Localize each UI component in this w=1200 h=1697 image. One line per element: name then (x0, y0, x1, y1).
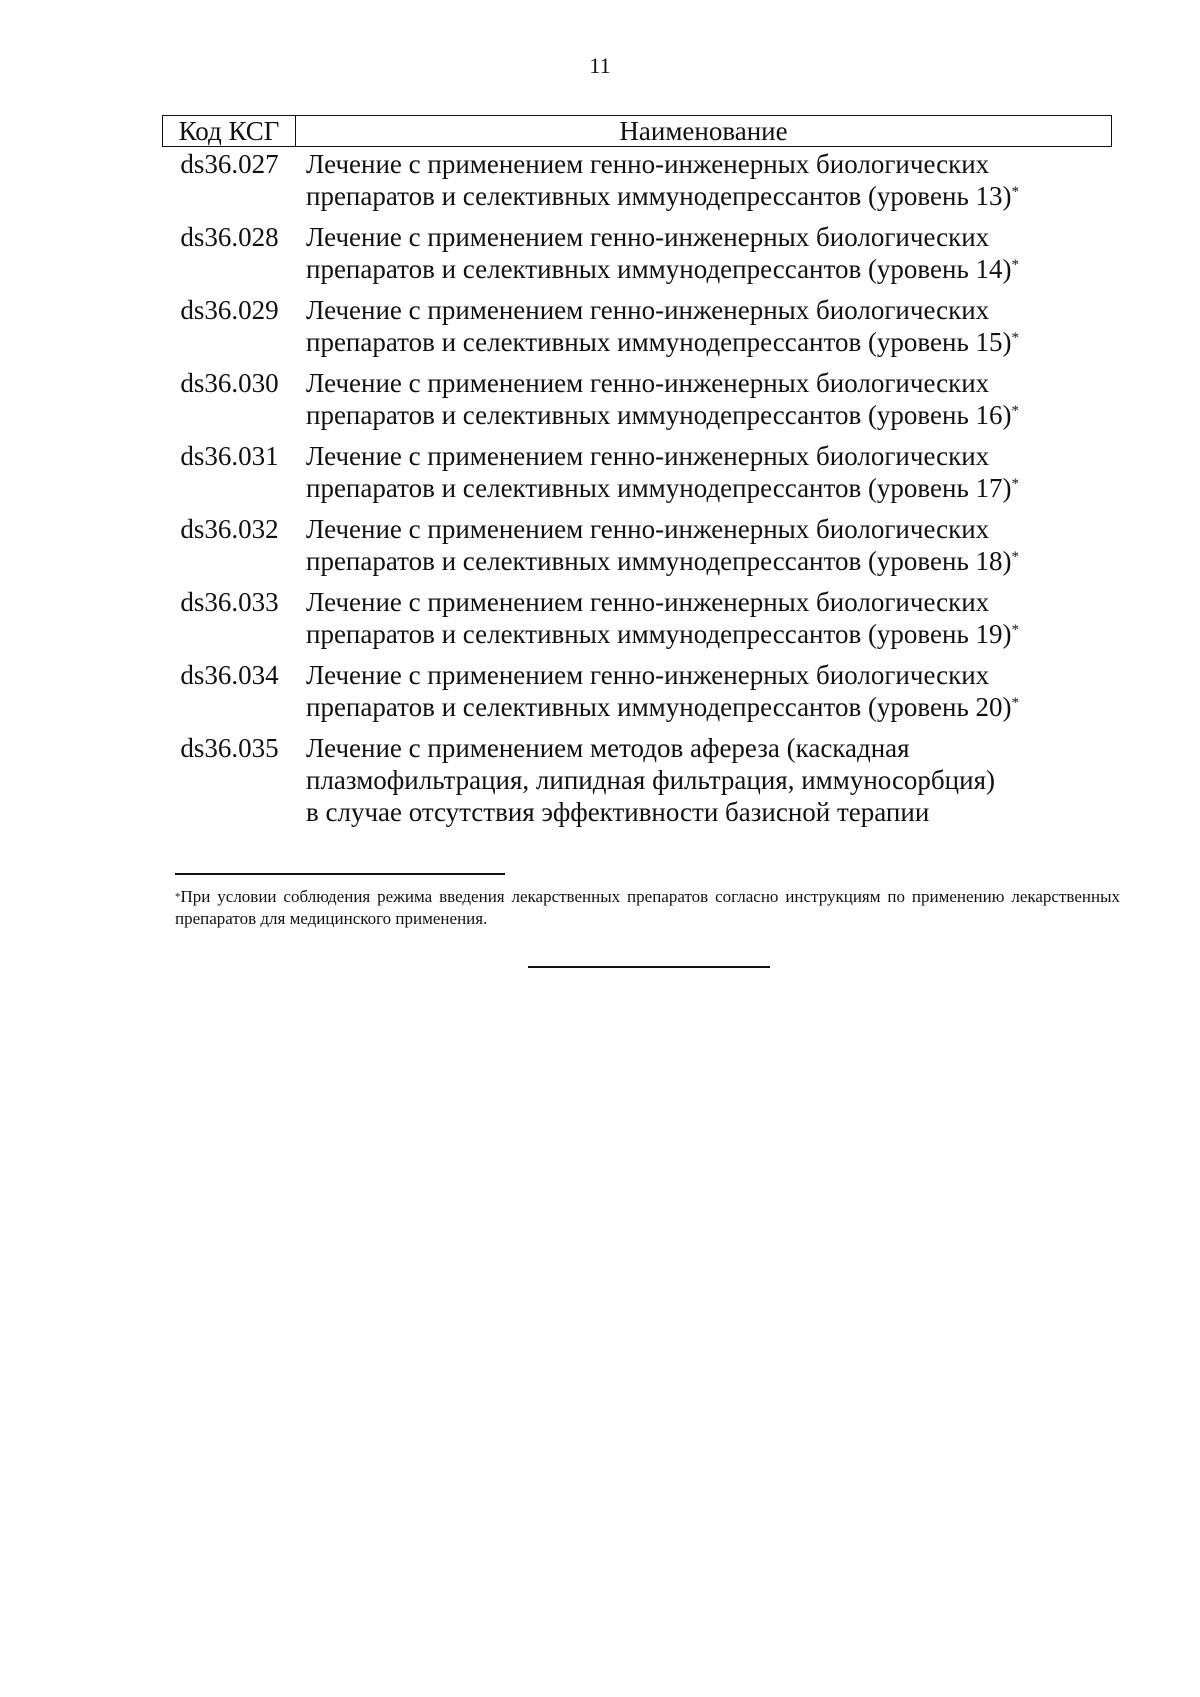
row-code: ds36.035 (180, 733, 279, 763)
page-number: 11 (589, 53, 611, 78)
row-name (297, 294, 1112, 358)
table-row (162, 732, 1112, 828)
table-row (162, 586, 1112, 650)
table-row (162, 659, 1112, 723)
footnote-mark: * (1011, 330, 1020, 346)
footnote-mark: * (1011, 184, 1020, 200)
row-name-text: Лечение с применением генно-инженерных биологических препаратов и селективных иммунодепрессантов (уровень 20) (306, 660, 1012, 722)
footnote (175, 886, 1120, 930)
row-name-text: Лечение с применением генно-инженерных биологических препаратов и селективных иммунодепрессантов (уровень 16) (306, 368, 1012, 430)
footnote-mark: * (1011, 476, 1020, 492)
table-row (162, 440, 1112, 504)
row-name (297, 440, 1112, 504)
row-name-text: Лечение с применением генно-инженерных биологических препаратов и селективных иммунодепрессантов (уровень 19) (306, 587, 1012, 649)
footnote-separator (175, 873, 505, 875)
row-code: ds36.028 (180, 222, 279, 252)
row-name (297, 513, 1112, 577)
row-code: ds36.031 (180, 441, 279, 471)
row-name-text: Лечение с применением генно-инженерных биологических препаратов и селективных иммунодепрессантов (уровень 18) (306, 514, 1012, 576)
row-name (297, 148, 1112, 212)
row-code: ds36.030 (180, 368, 279, 398)
row-code: ds36.032 (180, 514, 279, 544)
row-name-text: Лечение с применением генно-инженерных биологических препаратов и селективных иммунодепрессантов (уровень 15) (306, 295, 1012, 357)
row-name-text: Лечение с применением методов афереза (каскадная плазмофильтрация, липидная фильтрация, иммуносорбция) в случае отсутствия эффективности базисной терапии (306, 733, 995, 827)
footnote-mark: * (1011, 549, 1020, 565)
footnote-text: При условии соблюдения режима введения лекарственных препаратов согласно инструкциям по применению лекарственных препаратов для медицинского применения. (175, 887, 1120, 928)
row-name (297, 367, 1112, 431)
row-code: ds36.029 (180, 295, 279, 325)
table-body (162, 148, 1112, 837)
row-code: ds36.033 (180, 587, 279, 617)
row-name (297, 586, 1112, 650)
table-row (162, 294, 1112, 358)
row-name (297, 659, 1112, 723)
footnote-mark: * (1011, 622, 1020, 638)
header-code: Код КСГ (163, 116, 296, 146)
header-name: Наименование (619, 116, 788, 146)
footnote-mark: * (175, 891, 181, 903)
row-name-text: Лечение с применением генно-инженерных биологических препаратов и селективных иммунодепрессантов (уровень 14) (306, 222, 1012, 284)
table-row (162, 221, 1112, 285)
table-row (162, 148, 1112, 212)
footnote-mark: * (1011, 695, 1020, 711)
row-code: ds36.034 (180, 660, 279, 690)
table-row (162, 367, 1112, 431)
row-code: ds36.027 (180, 149, 279, 179)
row-name (297, 732, 1112, 828)
row-name-text: Лечение с применением генно-инженерных биологических препаратов и селективных иммунодепрессантов (уровень 13) (306, 149, 1012, 211)
row-name-text: Лечение с применением генно-инженерных биологических препаратов и селективных иммунодепрессантов (уровень 17) (306, 441, 1012, 503)
table-row (162, 513, 1112, 577)
table-header (162, 115, 1112, 147)
row-name (297, 221, 1112, 285)
footnote-mark: * (1011, 257, 1020, 273)
end-rule (528, 966, 770, 968)
footnote-mark: * (1011, 403, 1020, 419)
